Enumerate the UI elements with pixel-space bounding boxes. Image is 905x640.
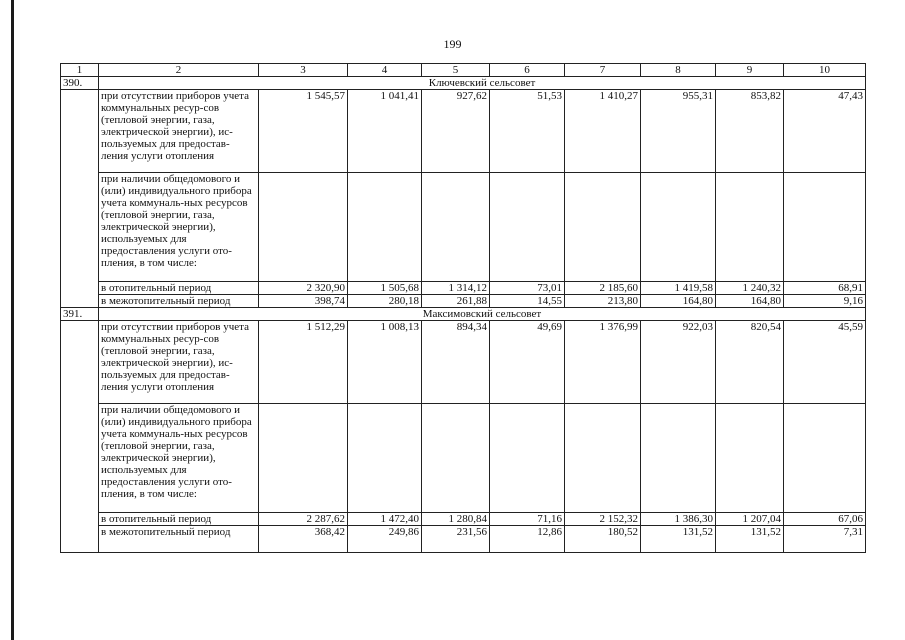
value-cell: 1 386,30 [641, 513, 716, 526]
row-label: в отопительный период [99, 282, 259, 295]
section-title: Максимовский сельсовет [99, 308, 866, 321]
value-cell: 1 410,27 [565, 90, 641, 173]
section-row [61, 308, 866, 321]
value-cell: 7,31 [784, 526, 866, 553]
value-cell: 1 512,29 [259, 321, 348, 404]
value-cell [348, 173, 422, 282]
column-header: 6 [490, 64, 565, 77]
value-cell: 398,74 [259, 295, 348, 308]
table-row [61, 173, 866, 282]
value-cell [641, 173, 716, 282]
value-cell [348, 404, 422, 513]
column-header: 8 [641, 64, 716, 77]
value-cell: 71,16 [490, 513, 565, 526]
table-row [61, 321, 866, 404]
value-cell: 1 505,68 [348, 282, 422, 295]
value-cell [784, 173, 866, 282]
value-cell: 49,69 [490, 321, 565, 404]
value-cell: 280,18 [348, 295, 422, 308]
section-row [61, 77, 866, 90]
value-cell: 955,31 [641, 90, 716, 173]
row-label: в межотопительный период [99, 526, 259, 553]
row-label: при наличии общедомового и (или) индивидуального прибора учета коммуналь-ных ресурсов (тепловой энергии, газа, электрической энергии), используемых для предоставления услуги ото-пления, в том числе: [99, 173, 259, 282]
section-number: 391. [61, 308, 99, 321]
value-cell: 1 008,13 [348, 321, 422, 404]
column-header: 3 [259, 64, 348, 77]
value-cell [716, 404, 784, 513]
table-row [61, 282, 866, 295]
value-cell [422, 173, 490, 282]
value-cell [784, 404, 866, 513]
table-row [61, 526, 866, 553]
value-cell [716, 173, 784, 282]
scan-edge-line [11, 0, 14, 640]
value-cell: 131,52 [716, 526, 784, 553]
value-cell: 68,91 [784, 282, 866, 295]
column-header: 1 [61, 64, 99, 77]
column-header: 2 [99, 64, 259, 77]
value-cell: 1 545,57 [259, 90, 348, 173]
value-cell: 249,86 [348, 526, 422, 553]
table-row [61, 513, 866, 526]
table-row [61, 90, 866, 173]
column-header: 4 [348, 64, 422, 77]
value-cell [641, 404, 716, 513]
value-cell: 73,01 [490, 282, 565, 295]
value-cell: 47,43 [784, 90, 866, 173]
section-number: 390. [61, 77, 99, 90]
value-cell: 180,52 [565, 526, 641, 553]
table-row [61, 404, 866, 513]
value-cell: 231,56 [422, 526, 490, 553]
row-label: при отсутствии приборов учета коммунальных ресур-сов (тепловой энергии, газа, электрической энергии), ис-пользуемых для предостав-ления услуги отопления [99, 321, 259, 404]
value-cell: 922,03 [641, 321, 716, 404]
column-header: 9 [716, 64, 784, 77]
table-row [61, 295, 866, 308]
value-cell: 1 041,41 [348, 90, 422, 173]
value-cell: 9,16 [784, 295, 866, 308]
row-label: при наличии общедомового и (или) индивидуального прибора учета коммуналь-ных ресурсов (тепловой энергии, газа, электрической энергии), используемых для предоставления услуги ото-пления, в том числе: [99, 404, 259, 513]
column-header: 7 [565, 64, 641, 77]
value-cell: 164,80 [641, 295, 716, 308]
value-cell: 2 320,90 [259, 282, 348, 295]
row-label: в межотопительный период [99, 295, 259, 308]
header-row [61, 64, 866, 77]
value-cell [490, 404, 565, 513]
value-cell: 927,62 [422, 90, 490, 173]
value-cell: 853,82 [716, 90, 784, 173]
value-cell: 14,55 [490, 295, 565, 308]
value-cell: 12,86 [490, 526, 565, 553]
value-cell: 1 207,04 [716, 513, 784, 526]
value-cell: 368,42 [259, 526, 348, 553]
value-cell: 131,52 [641, 526, 716, 553]
tariff-table [60, 63, 866, 553]
value-cell: 2 287,62 [259, 513, 348, 526]
value-cell [565, 173, 641, 282]
value-cell: 820,54 [716, 321, 784, 404]
value-cell: 2 185,60 [565, 282, 641, 295]
value-cell [490, 173, 565, 282]
value-cell: 1 376,99 [565, 321, 641, 404]
value-cell: 164,80 [716, 295, 784, 308]
value-cell [259, 404, 348, 513]
value-cell: 67,06 [784, 513, 866, 526]
value-cell: 1 419,58 [641, 282, 716, 295]
section-title: Ключевский сельсовет [99, 77, 866, 90]
value-cell: 1 280,84 [422, 513, 490, 526]
value-cell: 1 314,12 [422, 282, 490, 295]
column-header: 5 [422, 64, 490, 77]
value-cell [565, 404, 641, 513]
value-cell: 261,88 [422, 295, 490, 308]
value-cell: 894,34 [422, 321, 490, 404]
value-cell [422, 404, 490, 513]
number-cell [61, 90, 99, 308]
value-cell [259, 173, 348, 282]
number-cell [61, 321, 99, 553]
value-cell: 45,59 [784, 321, 866, 404]
column-header: 10 [784, 64, 866, 77]
value-cell: 51,53 [490, 90, 565, 173]
value-cell: 2 152,32 [565, 513, 641, 526]
page-number: 199 [443, 37, 462, 51]
row-label: в отопительный период [99, 513, 259, 526]
value-cell: 213,80 [565, 295, 641, 308]
value-cell: 1 240,32 [716, 282, 784, 295]
row-label: при отсутствии приборов учета коммунальных ресур-сов (тепловой энергии, газа, электрической энергии), ис-пользуемых для предостав-ления услуги отопления [99, 90, 259, 173]
value-cell: 1 472,40 [348, 513, 422, 526]
